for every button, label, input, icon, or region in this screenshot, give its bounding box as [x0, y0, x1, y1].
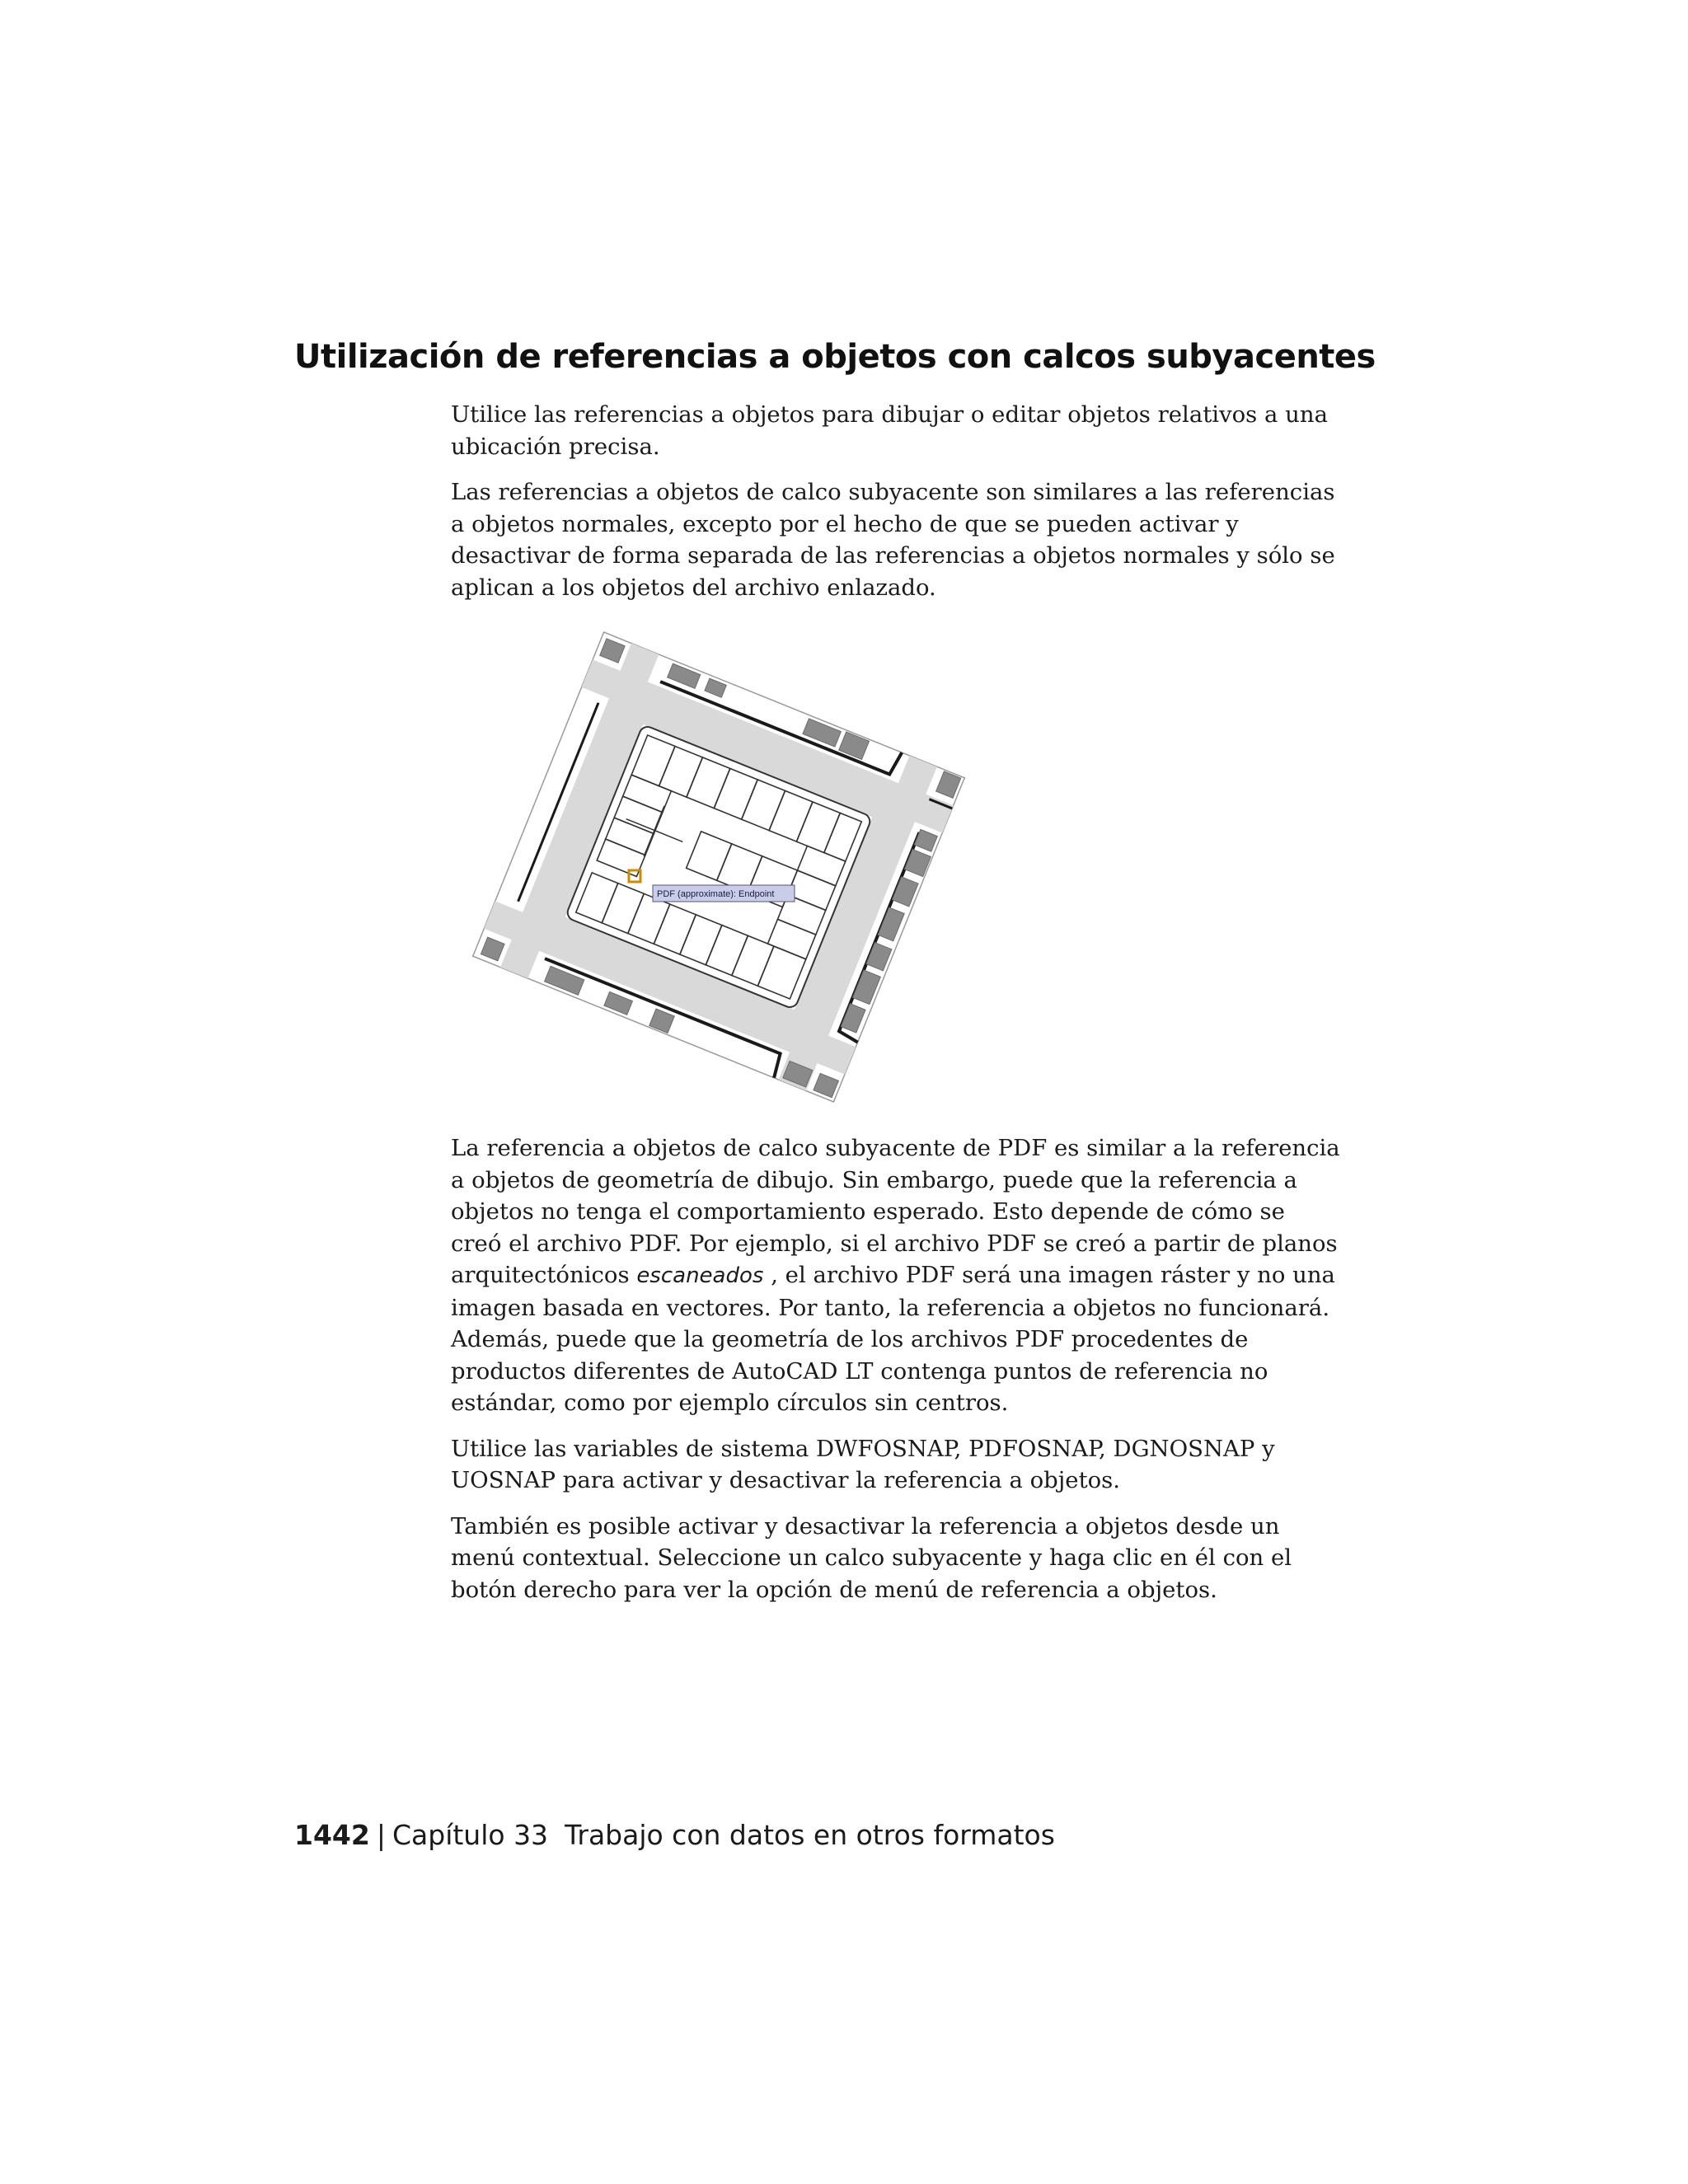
paragraph: Utilice las referencias a objetos para dibujar o editar objetos relativos a una ubicación precisa.	[451, 401, 1328, 460]
section-title: Utilización de referencias a objetos con calcos subyacentes	[294, 338, 1376, 376]
page-number: 1442	[294, 1819, 370, 1851]
chapter-title: Trabajo con datos en otros formatos	[565, 1819, 1055, 1851]
paragraph: Las referencias a objetos de calco subyacente son similares a las referencias a objetos normales, excepto por el hecho de que se pueden activar y desactivar de forma separada de las referencias a objetos normales y sólo se aplican a los objetos del archivo enlazado.	[451, 479, 1335, 601]
emphasis: escaneados	[636, 1263, 764, 1288]
pdf-underlay-figure	[452, 626, 979, 1113]
intro-text	[451, 399, 1341, 617]
explanation-text	[451, 1132, 1341, 1619]
chapter-label: Capítulo 33	[392, 1819, 549, 1851]
paragraph: La referencia a objetos de calco subyacente de PDF es similar a la referencia a objetos de geometría de dibujo. Sin embargo, puede que la referencia a objetos no tenga el comportamiento esperado. Esto depende de cómo se creó el archivo PDF. Por ejemplo, si el archivo PDF se creó a partir de planos arquitectónicos escaneados , el archivo PDF será una imagen ráster y no una imagen basada en vectores. Por tanto, la referencia a objetos no funcionará. Además, puede que la geometría de los archivos PDF procedentes de productos diferentes de AutoCAD LT contenga puntos de referencia no estándar, como por ejemplo círculos sin centros.	[451, 1135, 1340, 1416]
paragraph: Utilice las variables de sistema DWFOSNAP, PDFOSNAP, DGNOSNAP y UOSNAP para activar y desactivar la referencia a objetos.	[451, 1435, 1275, 1493]
snap-tooltip-text: PDF (approximate): Endpoint	[657, 889, 775, 899]
footer-separator: |	[376, 1819, 386, 1851]
page-footer	[294, 1819, 1055, 1851]
paragraph: También es posible activar y desactivar la referencia a objetos desde un menú contextual. Seleccione un calco subyacente y haga clic en él con el botón derecho para ver la opción de menú de referencia a objetos.	[451, 1512, 1292, 1603]
